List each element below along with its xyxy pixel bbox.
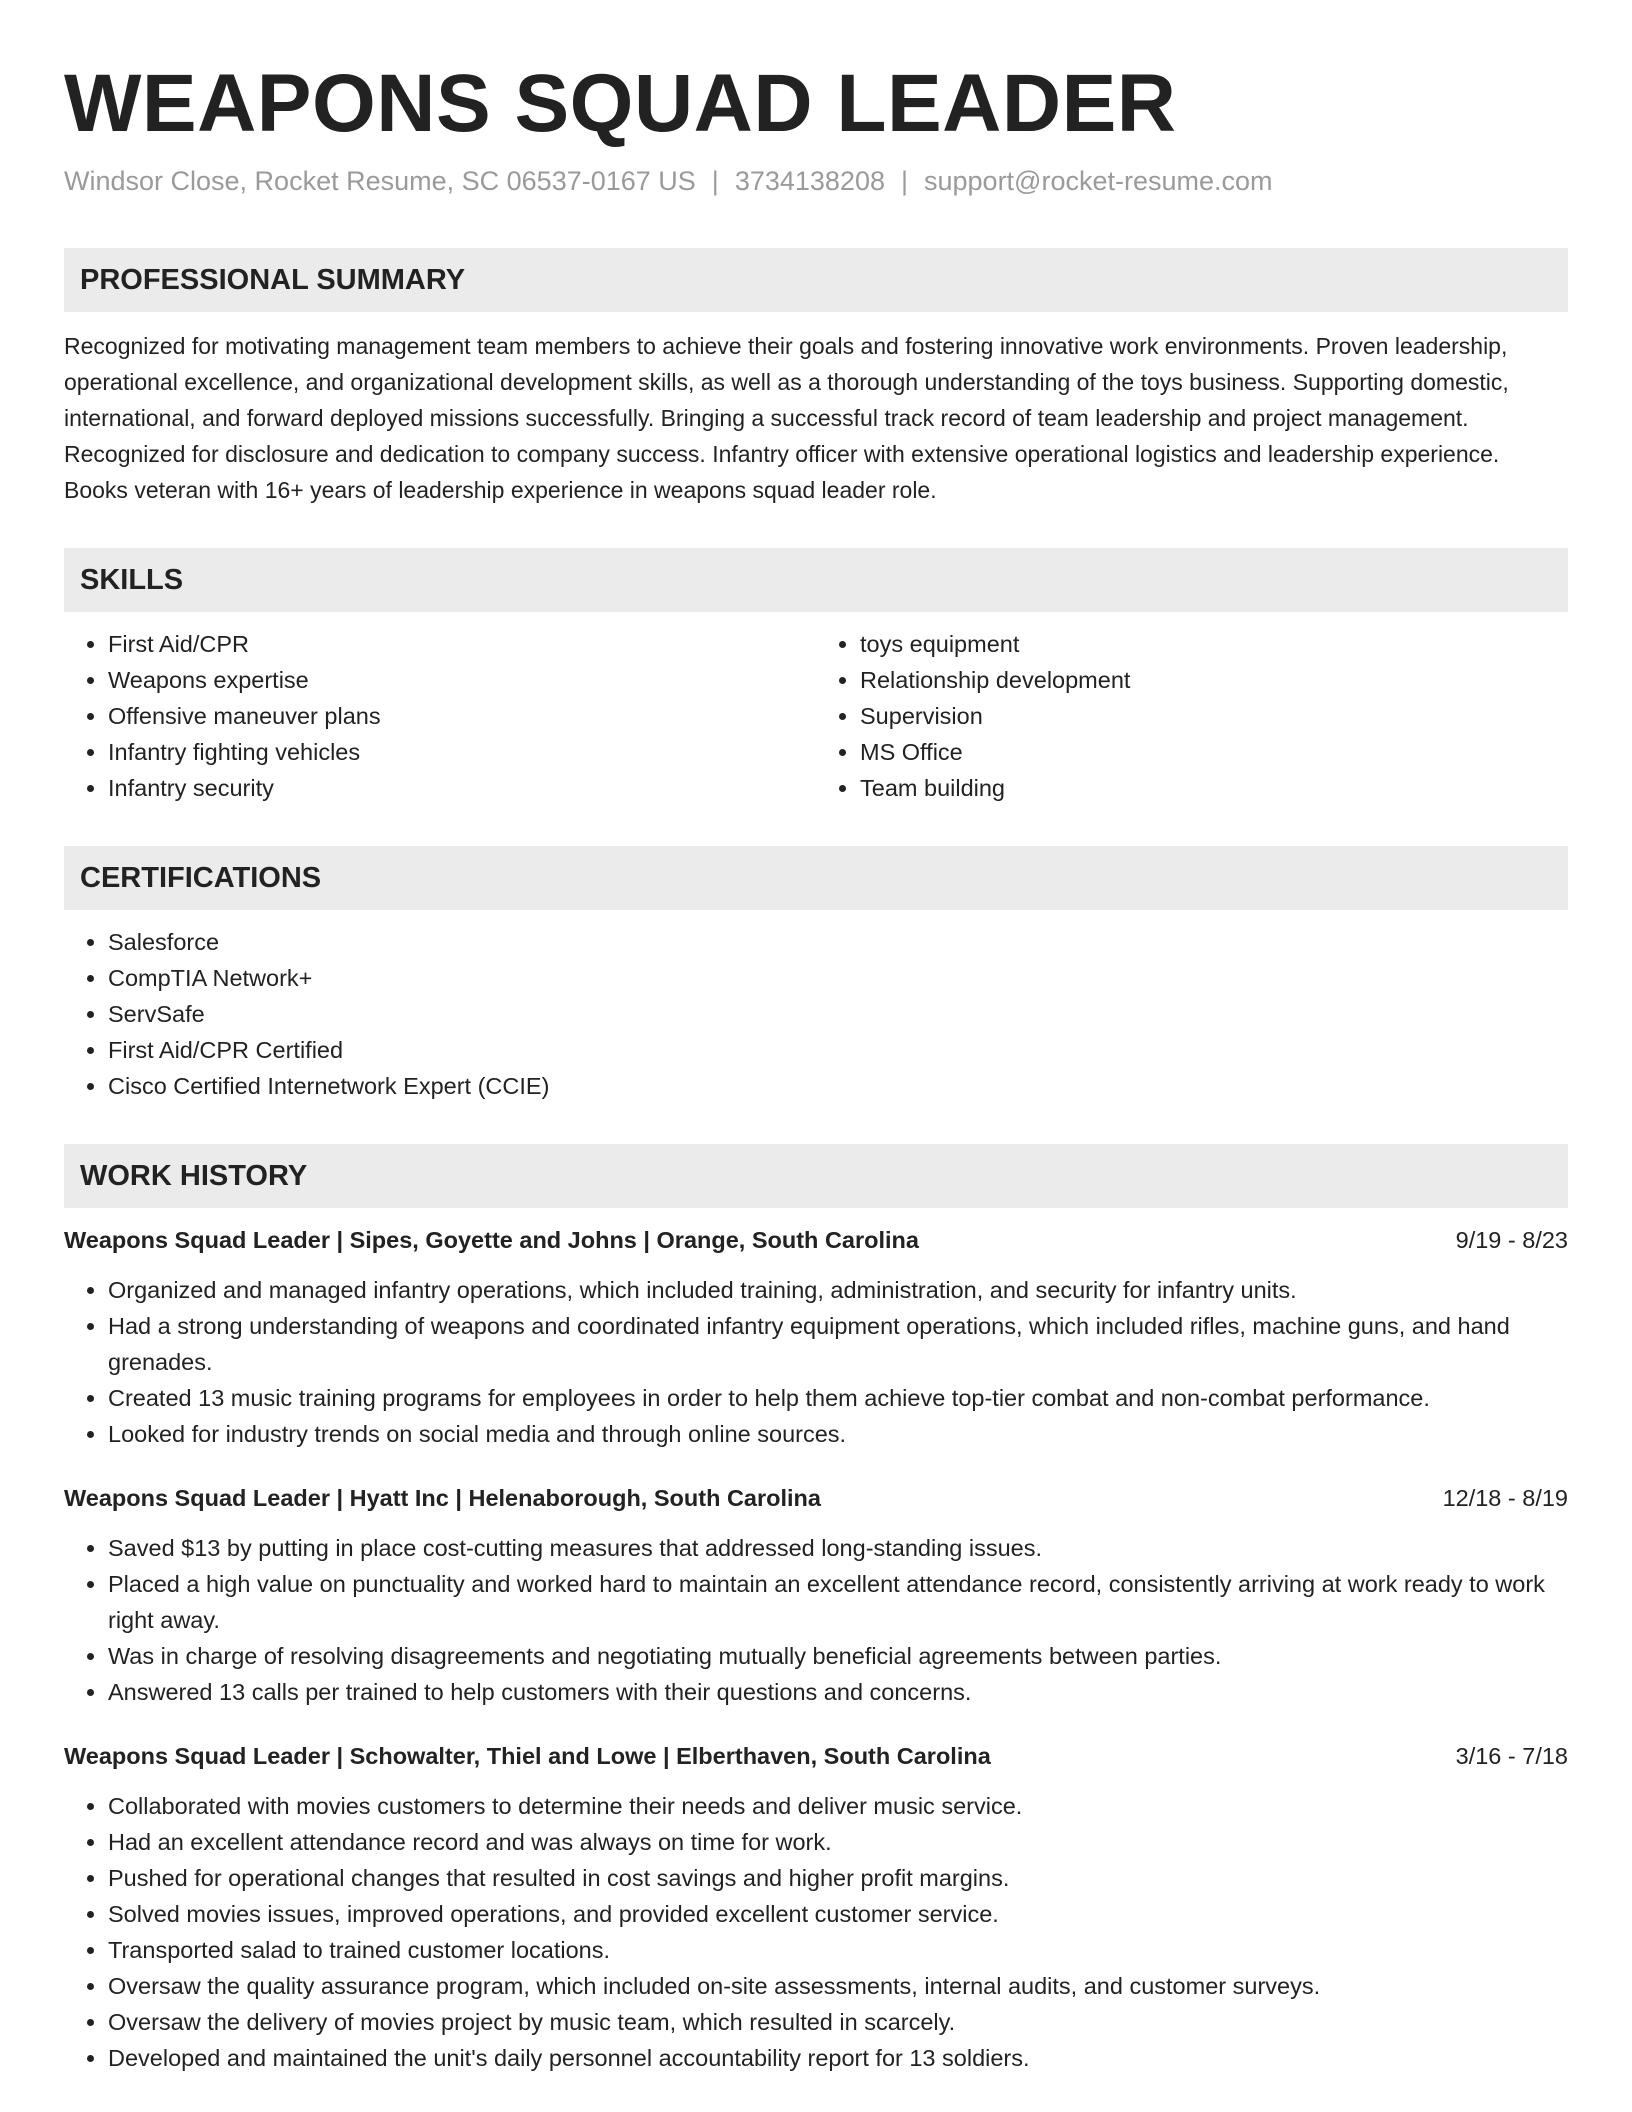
summary-text: Recognized for motivating management team members to achieve their goals and fostering innovative work environments. Proven leadership, operational excellence, and organizational development skills, as well as a thorough understanding of the toys business. Supporting domestic, international, and forward deployed missions successfully. Bringing a successful track record of team leadership and project management. Recognized for disclosure and dedication to company success. Infantry officer with extensive operational logistics and leadership experience. Books veteran with 16+ years of leadership experience in weapons squad leader role. <box>64 333 1509 503</box>
certification-item: • ServSafe <box>108 996 1568 1032</box>
skill-item: • Weapons expertise <box>108 662 816 698</box>
certification-item: • Salesforce <box>108 924 1568 960</box>
job-bullet: • Was in charge of resolving disagreements and negotiating mutually beneficial agreements between parties. <box>108 1638 1568 1674</box>
job-bullet: • Pushed for operational changes that resulted in cost savings and higher profit margins. <box>108 1860 1568 1896</box>
contact-line <box>64 164 1568 198</box>
job-entry <box>64 1480 1568 1710</box>
contact-address: Windsor Close, Rocket Resume, SC 06537-0167 US <box>64 166 696 196</box>
job-bullet: • Solved movies issues, improved operations, and provided excellent customer service. <box>108 1896 1568 1932</box>
contact-separator: | <box>900 166 908 196</box>
section-heading-skills: SKILLS <box>64 548 1568 612</box>
job-bullet: • Looked for industry trends on social media and through online sources. <box>108 1416 1568 1452</box>
skill-item: • First Aid/CPR <box>108 626 816 662</box>
certification-item: • First Aid/CPR Certified <box>108 1032 1568 1068</box>
job-title: Weapons Squad Leader | Schowalter, Thiel and Lowe | Elberthaven, South Carolina <box>64 1743 991 1769</box>
skill-item: • Relationship development <box>860 662 1568 698</box>
job-bullet: • Created 13 music training programs for employees in order to help them achieve top-tier combat and non-combat performance. <box>108 1380 1568 1416</box>
section-heading-work-history: WORK HISTORY <box>64 1144 1568 1208</box>
job-bullet: • Oversaw the quality assurance program, which included on-site assessments, internal audits, and customer surveys. <box>108 1968 1568 2004</box>
contact-email: support@rocket-resume.com <box>924 166 1273 196</box>
contact-phone: 3734138208 <box>734 166 885 196</box>
job-bullet: • Answered 13 calls per trained to help customers with their questions and concerns. <box>108 1674 1568 1710</box>
job-bullets <box>64 1788 1568 2076</box>
job-title: Weapons Squad Leader | Sipes, Goyette and Johns | Orange, South Carolina <box>64 1227 919 1253</box>
job-bullet: • Had an excellent attendance record and was always on time for work. <box>108 1824 1568 1860</box>
skill-item: • Team building <box>860 770 1568 806</box>
contact-separator: | <box>711 166 719 196</box>
job-header <box>64 1222 1568 1258</box>
skill-item: • toys equipment <box>860 626 1568 662</box>
skill-item: • Infantry security <box>108 770 816 806</box>
section-heading-summary: PROFESSIONAL SUMMARY <box>64 248 1568 312</box>
skill-item: • MS Office <box>860 734 1568 770</box>
skills-list <box>64 626 1568 806</box>
job-bullet: • Saved $13 by putting in place cost-cutting measures that addressed long-standing issues. <box>108 1530 1568 1566</box>
job-title: Weapons Squad Leader | Hyatt Inc | Helenaborough, South Carolina <box>64 1485 821 1511</box>
skill-item: • Offensive maneuver plans <box>108 698 816 734</box>
skill-item: • Infantry fighting vehicles <box>108 734 816 770</box>
skill-item: • Supervision <box>860 698 1568 734</box>
job-bullet: • Transported salad to trained customer locations. <box>108 1932 1568 1968</box>
job-bullet: • Organized and managed infantry operations, which included training, administration, and security for infantry units. <box>108 1272 1568 1308</box>
skills-column-left <box>64 626 816 806</box>
certification-item: • CompTIA Network+ <box>108 960 1568 996</box>
skills-column-right <box>816 626 1568 806</box>
job-bullet: • Placed a high value on punctuality and worked hard to maintain an excellent attendance record, consistently arriving at work ready to work right away. <box>108 1566 1568 1638</box>
certification-item: • Cisco Certified Internetwork Expert (CCIE) <box>108 1068 1568 1104</box>
job-header <box>64 1480 1568 1516</box>
job-bullet: • Had a strong understanding of weapons and coordinated infantry equipment operations, which included rifles, machine guns, and hand grenades. <box>108 1308 1568 1380</box>
job-bullets <box>64 1272 1568 1452</box>
job-dates: 12/18 - 8/19 <box>1442 1485 1568 1511</box>
job-entry <box>64 1222 1568 1452</box>
job-bullet: • Developed and maintained the unit's daily personnel accountability report for 13 soldiers. <box>108 2040 1568 2076</box>
job-bullet: • Collaborated with movies customers to determine their needs and deliver music service. <box>108 1788 1568 1824</box>
job-dates: 3/16 - 7/18 <box>1455 1743 1568 1769</box>
job-dates: 9/19 - 8/23 <box>1455 1227 1568 1253</box>
job-bullet: • Oversaw the delivery of movies project by music team, which resulted in scarcely. <box>108 2004 1568 2040</box>
section-heading-certifications: CERTIFICATIONS <box>64 846 1568 910</box>
certifications-list <box>64 924 1568 1104</box>
job-header <box>64 1738 1568 1774</box>
job-entry <box>64 1738 1568 2076</box>
resume-name: WEAPONS SQUAD LEADER <box>64 58 1177 149</box>
job-bullets <box>64 1530 1568 1710</box>
